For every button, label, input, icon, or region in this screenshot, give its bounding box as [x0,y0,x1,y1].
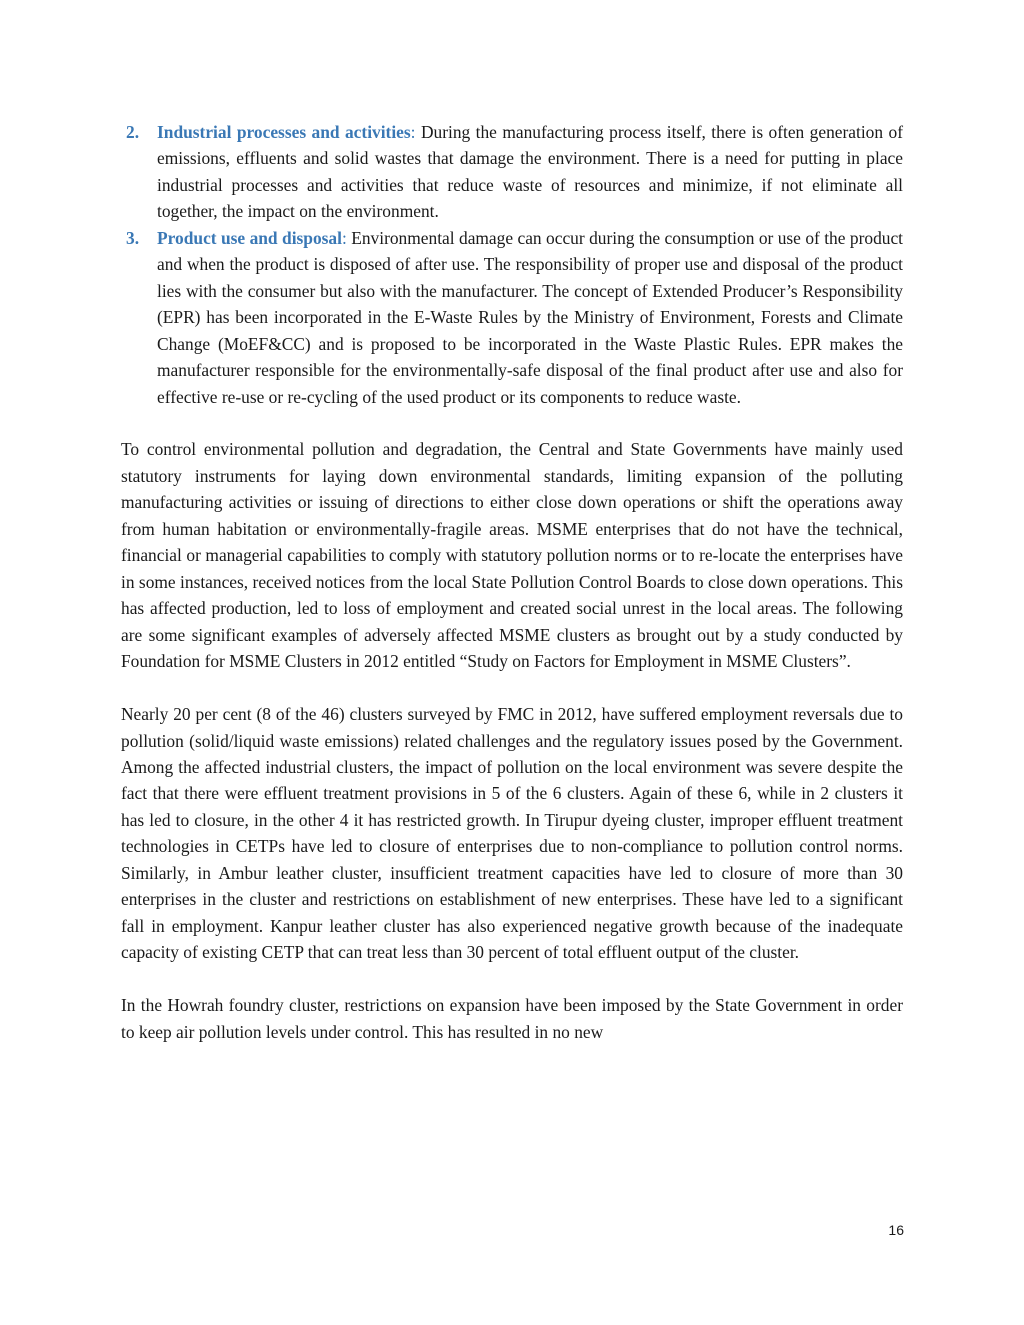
list-item-industrial-processes [121,119,903,225]
list-term: Product use and disposal [157,227,342,248]
list-number: 3. [126,227,140,248]
paragraph-spacer [121,966,903,993]
paragraph-fmc-survey: Nearly 20 per cent (8 of the 46) clusters surveyed by FMC in 2012, have suffered employment reversals due to pollution (solid/liquid waste emissions) related challenges and the regulatory issues posed by the Government. Among the affected industrial clusters, the impact of pollution on the local environment was severe despite the fact that there were effluent treatment provisions in 5 of the 6 clusters. Again of these 6, while in 2 clusters it has led to closure, in the other 4 it has restricted growth. In Tirupur dyeing cluster, improper effluent treatment technologies in CETPs have led to closure of enterprises due to non-compliance to pollution control norms. Similarly, in Ambur leather cluster, insufficient treatment capacities have led to closure of more than 30 enterprises in the cluster and restrictions on establishment of new enterprises. These have led to a significant fall in employment. Kanpur leather cluster has also experienced negative growth because of the inadequate capacity of existing CETP that can treat less than 30 percent of total effluent output of the cluster. [121,704,903,963]
list-colon: : [410,122,416,142]
paragraph-spacer [121,675,903,702]
paragraph-howrah-foundry: In the Howrah foundry cluster, restrictions on expansion have been imposed by the State Government in order to keep air pollution levels under control. This has resulted in no new [121,995,903,1042]
list-text: Environmental damage can occur during the consumption or use of the product and when the product is disposed of after use. The responsibility of proper use and disposal of the product lies with the consumer but also with the manufacturer. The concept of Extended Producer’s Responsibility (EPR) has been incorporated in the E-Waste Rules by the Ministry of Environment, Forests and Climate Change (MoEF&CC) and is proposed to be incorporated in the Waste Plastic Rules. EPR makes the manufacturer responsible for the environmentally-safe disposal of the final product after use and also for effective re-use or re-cycling of the used product or its components to reduce waste. [157,227,904,407]
list-term: Industrial processes and activities [157,122,411,142]
list-colon: : [341,227,347,248]
list-text: During the manufacturing process itself, there is often generation of emissions, effluents and solid wastes that damage the environment. There is a need for putting in place industrial processes and activities that reduce waste of resources and minimize, if not eliminate all together, the impact on the environment. [157,122,903,222]
paragraph-pollution-control: To control environmental pollution and degradation, the Central and State Governments have mainly used statutory instruments for laying down environmental standards, limiting expansion of the polluting manufacturing activities or issuing of directions to either close down operations or shift the operations away from human habitation or environmentally-fragile areas. MSME enterprises that do not have the technical, financial or managerial capabilities to comply with statutory pollution norms or to re-locate the enterprises have in some instances, received notices from the local State Pollution Control Boards to close down operations. This has affected production, led to loss of employment and created social unrest in the local areas. The following are some significant examples of adversely affected MSME clusters as brought out by a study conducted by Foundation for MSME Clusters in 2012 entitled “Study on Factors for Employment in MSME Clusters”. [121,439,903,672]
list-number: 2. [126,122,140,142]
list-item-product-use [121,225,903,410]
paragraph-spacer [121,410,903,437]
page-body [121,119,903,1045]
page-number: 16 [888,1222,904,1238]
